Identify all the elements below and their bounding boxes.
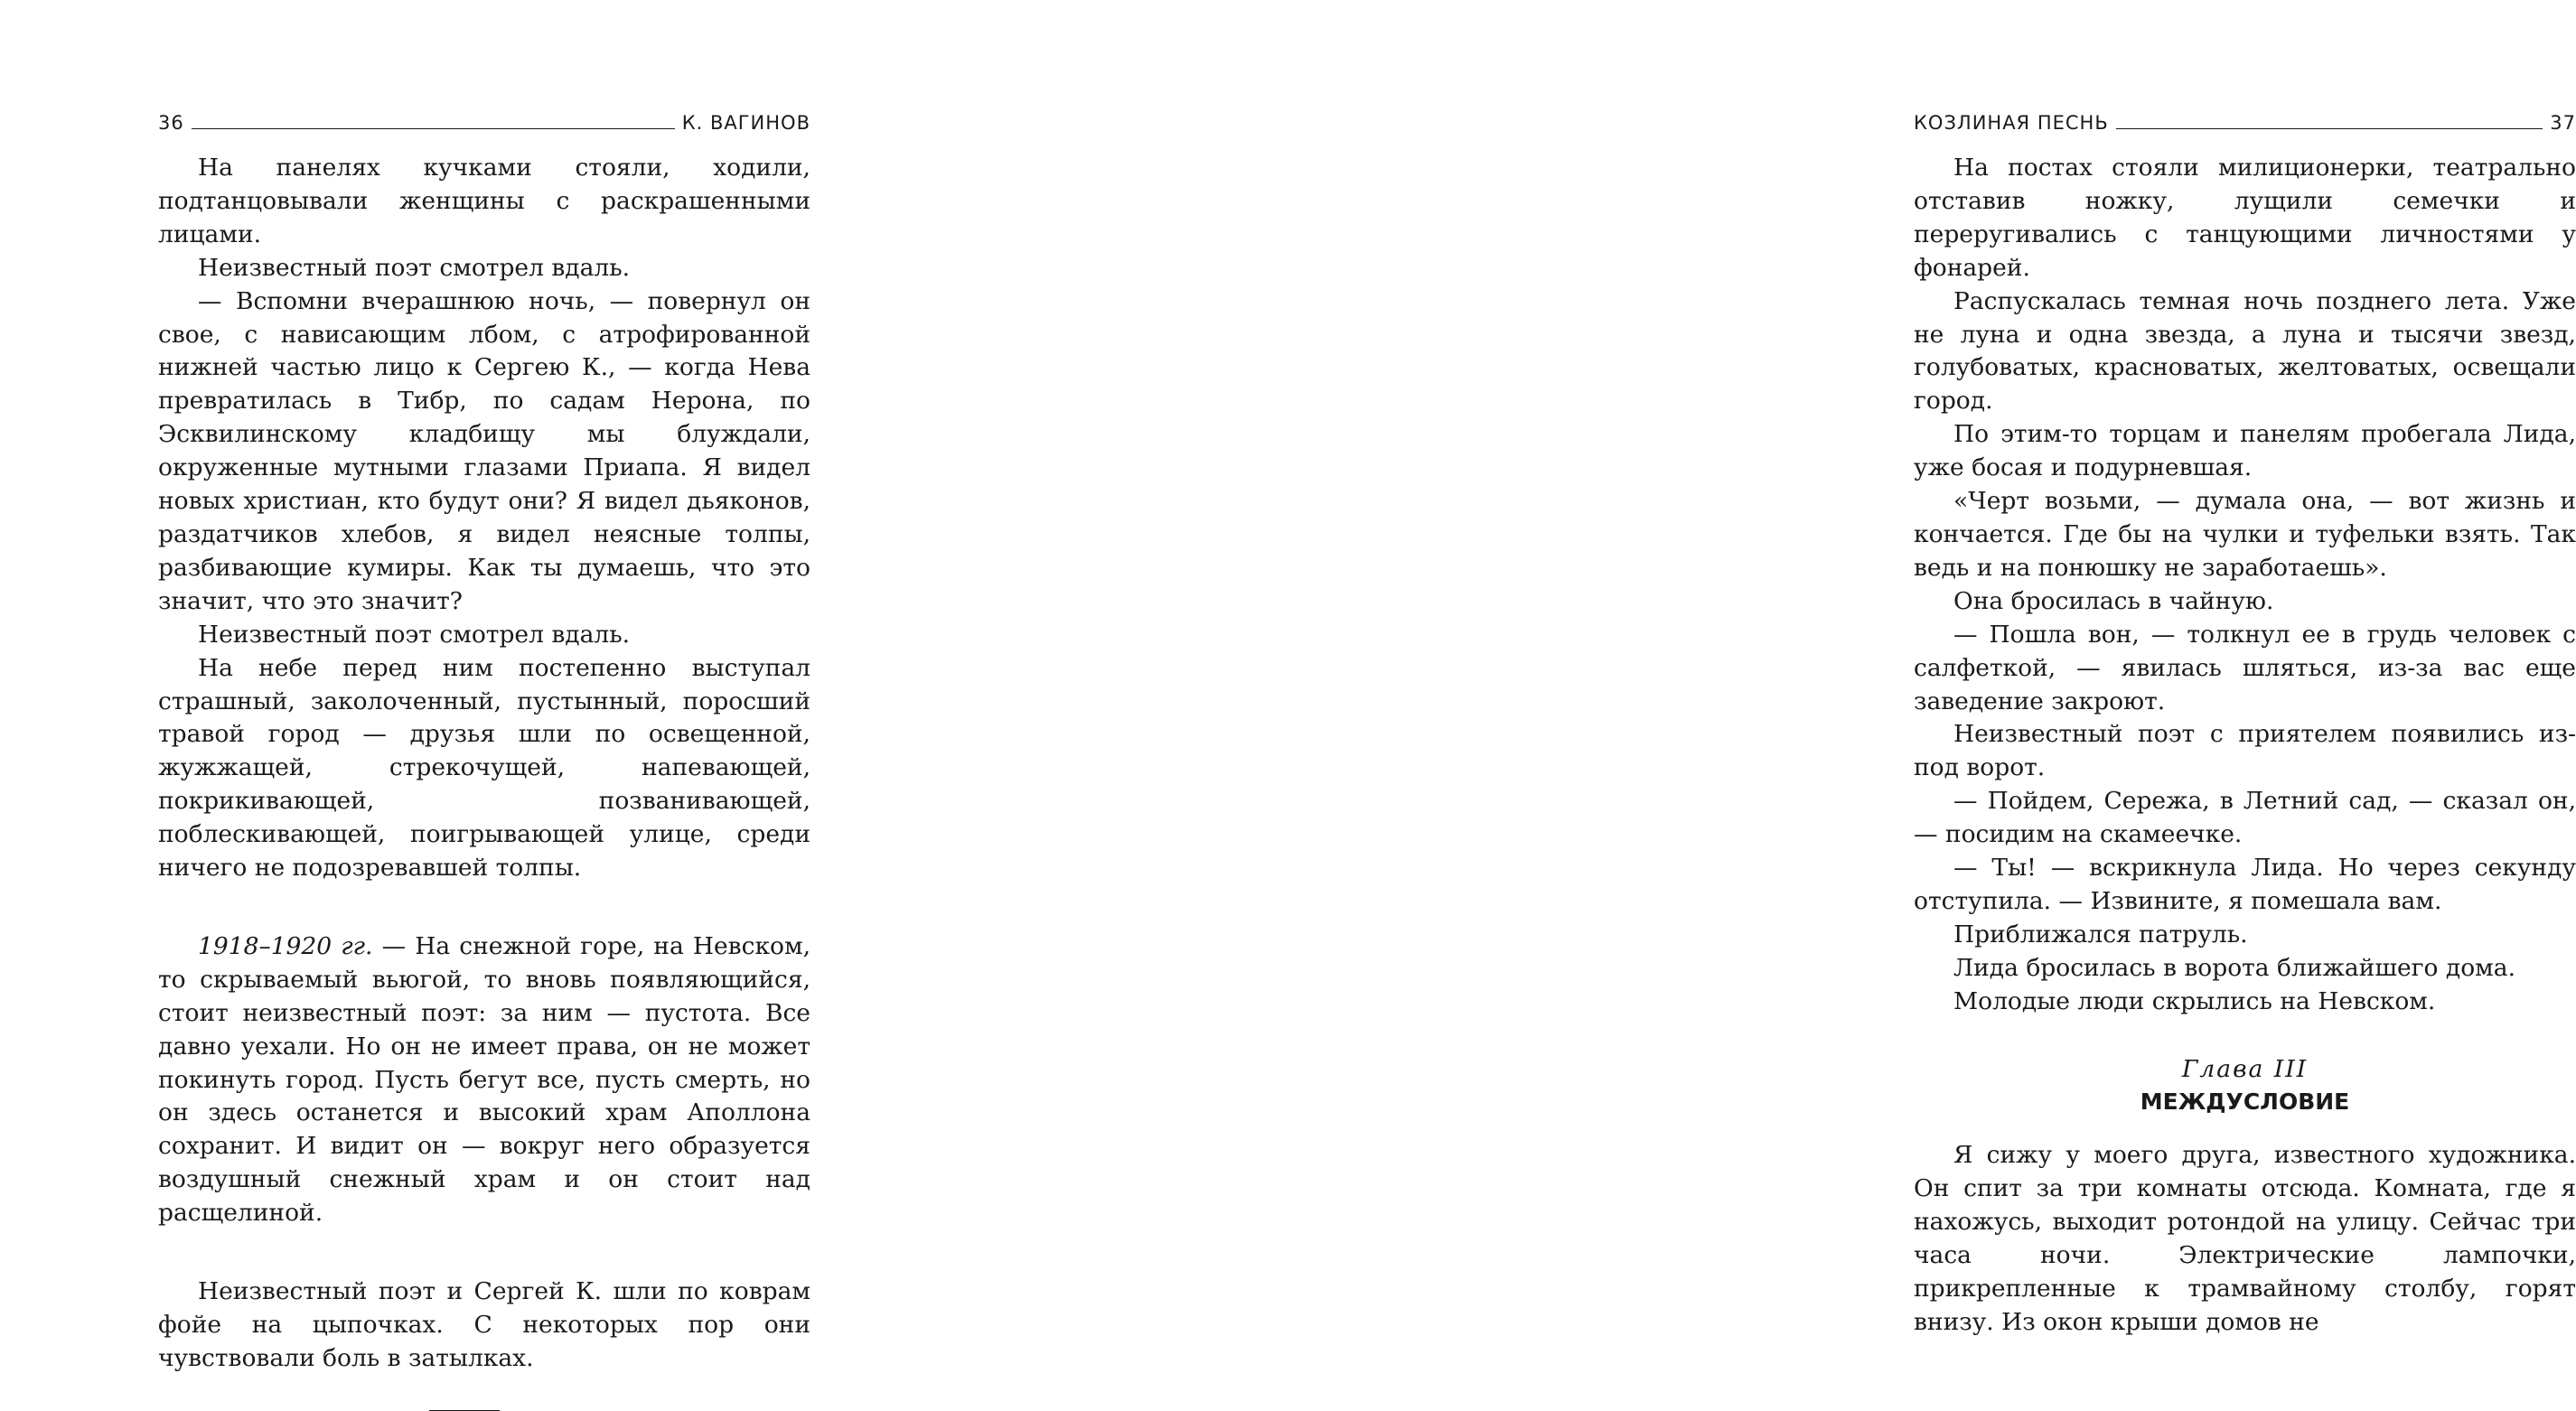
paragraph: Лида бросилась в ворота ближайшего дома. xyxy=(1953,953,2516,982)
right-text-block xyxy=(1914,152,2576,1340)
paragraph: По этим-то торцам и панелям пробегала Лида, уже босая и подурневшая. xyxy=(1914,420,2576,482)
running-head-rule xyxy=(2116,128,2543,129)
paragraph: Приближался патруль. xyxy=(1953,920,2248,948)
paragraph: На небе перед ним постепенно выступал страшный, заколоченный, пустынный, поросший травой город — друзья шли по освещенной, жужжащей, стрекочущей, напевающей, покрикивающей, позванивающей, поблескивающей, поигрывающей улице, среди ничего не подозревавшей толпы. xyxy=(158,653,810,883)
paragraph: На постах стояли милиционерки, театрально отставив ножку, лущили семечки и переругивались с танцующими личностями у фонарей. xyxy=(1914,154,2576,282)
right-page-number: 37 xyxy=(2550,112,2576,134)
paragraph: Неизвестный поэт смотрел вдаль. xyxy=(198,253,631,282)
paragraph: — Ты! — вскрикнула Лида. Но через секунду отступила. — Извините, я помешала вам. xyxy=(1914,854,2576,915)
paragraph: «Черт возьми, — думала она, — вот жизнь и кончается. Где бы на чулки и туфельки взять. Так ведь и на понюшку не заработаешь». xyxy=(1914,487,2576,582)
right-running-head xyxy=(1914,107,2576,134)
left-running-head xyxy=(158,107,810,134)
dated-paragraph xyxy=(158,930,810,1230)
right-page xyxy=(904,0,2576,1357)
paragraph: Распускалась темная ночь позднего лета. Уже не луна и одна звезда, а луна и тысячи звезд, голубоватых, красноватых, желтоватых, освещали город. xyxy=(1914,286,2576,416)
paragraph: Она бросилась в чайную. xyxy=(1953,586,2274,615)
paragraph: Молодые люди скрылись на Невском. xyxy=(1953,986,2436,1015)
running-head-rule xyxy=(192,128,675,129)
left-page xyxy=(0,0,904,1372)
dated-paragraph-text: — На снежной горе, на Невском, то скрываемый вьюгой, то вновь появляющийся, стоит неизвестный поэт: за ним — пустота. Все давно уехали. Но он не имеет права, он не может покинуть город. Пусть бегут все, пусть смерть, но он здесь останется и высокий храм Аполлона сохранит. И видит он — вокруг него образуется воздушный снежный храм и он стоит над расщелиной. xyxy=(158,931,810,1228)
paragraph: Неизвестный поэт с приятелем появились из-под ворот. xyxy=(1914,720,2576,782)
paragraph: — Вспомни вчерашнюю ночь, — повернул он свое, с нависающим лбом, с атрофированной нижней частью лицо к Сергею К., — когда Нева превратилась в Тибр, по садам Нерона, по Эсквилинскому кладбищу мы блуждали, окруженные мутными глазами Приапа. Я видел новых христиан, кто будут они? Я видел дьяконов, раздатчиков хлебов, я видел неясные толпы, разбивающие кумиры. Как ты думаешь, что это значит, что это значит? xyxy=(158,286,810,615)
final-paragraph: Неизвестный поэт и Сергей К. шли по коврам фойе на цыпочках. С некоторых пор они чувствовали боль в затылках. xyxy=(158,1277,810,1372)
chapter-number: Глава III xyxy=(2181,1054,2309,1083)
paragraph: На панелях кучками стояли, ходили, подтанцовывали женщины с раскрашенными лицами. xyxy=(158,154,810,248)
right-running-title: КОЗЛИНАЯ ПЕСНЬ xyxy=(1914,112,2109,134)
section-break xyxy=(158,885,810,930)
left-running-title: К. ВАГИНОВ xyxy=(681,112,810,134)
paragraph: Неизвестный поэт смотрел вдаль. xyxy=(198,620,631,649)
chapter-paragraph: Я сижу у моего друга, известного художника. Он спит за три комнаты отсюда. Комната, где я нахожусь, выходит ротондой на улицу. Сейчас три часа ночи. Электрические лампочки, прикрепленные к трамвайному столбу, горят внизу. Из окон крыши домов не xyxy=(1914,1141,2576,1336)
left-page-number: 36 xyxy=(158,112,184,134)
paragraph: — Пошла вон, — толкнул ее в грудь человек с салфеткой, — явилась шляться, из-за вас еще заведение закроют. xyxy=(1914,620,2576,715)
paragraph: — Пойдем, Сережа, в Летний сад, — сказал он, — посидим на скамеечке. xyxy=(1914,787,2576,849)
section-break xyxy=(158,1230,810,1276)
date-label: 1918–1920 гг. xyxy=(198,931,373,960)
left-text-block xyxy=(158,152,810,1411)
chapter-title: МЕЖДУСЛОВИЕ xyxy=(2140,1089,2350,1116)
